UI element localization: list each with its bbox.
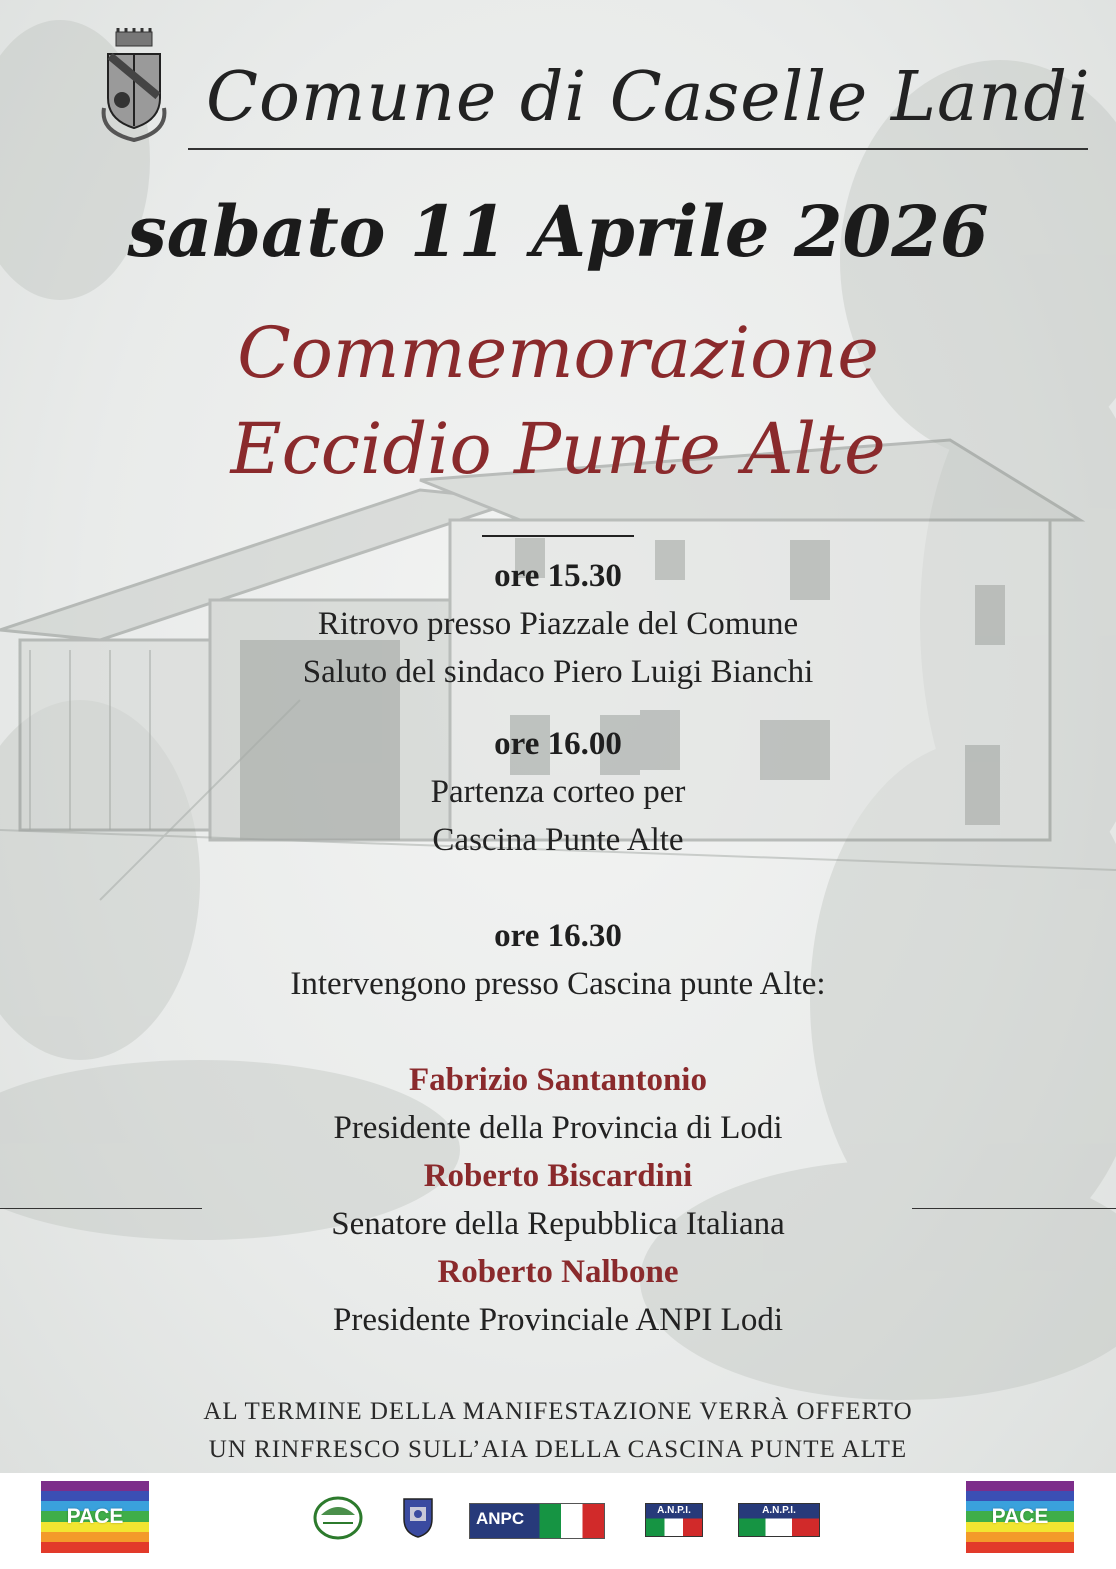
schedule-time: ore 15.30	[494, 558, 622, 594]
event-date: sabato 11 Aprile 2026	[127, 190, 989, 273]
speaker-name: Roberto Nalbone	[437, 1254, 679, 1290]
schedule-line: Partenza corteo per	[430, 774, 686, 810]
coat-of-arms-icon	[98, 28, 170, 146]
event-title-line2: Eccidio Punte Alte	[230, 408, 886, 490]
sponsor-footer	[0, 1473, 1116, 1569]
anpi-logo-2	[738, 1503, 820, 1537]
anpc-label: ANPC	[476, 1509, 525, 1528]
anpi-logo-1	[645, 1503, 703, 1537]
speaker-name: Roberto Biscardini	[423, 1158, 693, 1194]
schedule-time: ore 16.00	[494, 726, 622, 762]
anpc-logo	[469, 1503, 605, 1539]
section-divider	[482, 535, 634, 537]
speaker-role: Presidente della Provincia di Lodi	[333, 1110, 783, 1146]
right-divider	[912, 1208, 1116, 1209]
ancr-logo-icon	[313, 1495, 363, 1541]
speaker-role: Presidente Provinciale ANPI Lodi	[332, 1302, 783, 1338]
title-divider	[188, 148, 1088, 150]
pace-flag-left	[41, 1481, 149, 1553]
association-shield-icon	[400, 1493, 436, 1539]
speaker-role: Senatore della Repubblica Italiana	[331, 1206, 785, 1242]
closing-line1: AL TERMINE DELLA MANIFESTAZIONE VERRÀ OFFERTO	[203, 1398, 913, 1425]
anpi-label: A.N.P.I.	[762, 1505, 796, 1516]
speaker-name: Fabrizio Santantonio	[409, 1062, 707, 1098]
schedule-time: ore 16.30	[494, 918, 622, 954]
schedule-line: Ritrovo presso Piazzale del Comune	[317, 606, 799, 642]
pace-label: PACE	[991, 1505, 1049, 1528]
left-divider	[0, 1208, 202, 1209]
event-title-line1: Commemorazione	[237, 312, 879, 394]
pace-label: PACE	[66, 1505, 124, 1528]
closing-line2: UN RINFRESCO SULL’AIA DELLA CASCINA PUNTE ALTE	[208, 1436, 908, 1463]
schedule-line: Cascina Punte Alte	[432, 822, 684, 858]
town-title: Comune di Caselle Landi	[206, 58, 1091, 137]
schedule-line: Saluto del sindaco Piero Luigi Bianchi	[302, 654, 814, 690]
pace-flag-right	[966, 1481, 1074, 1553]
schedule-line: Intervengono presso Cascina punte Alte:	[290, 966, 826, 1002]
anpi-label: A.N.P.I.	[657, 1505, 691, 1516]
